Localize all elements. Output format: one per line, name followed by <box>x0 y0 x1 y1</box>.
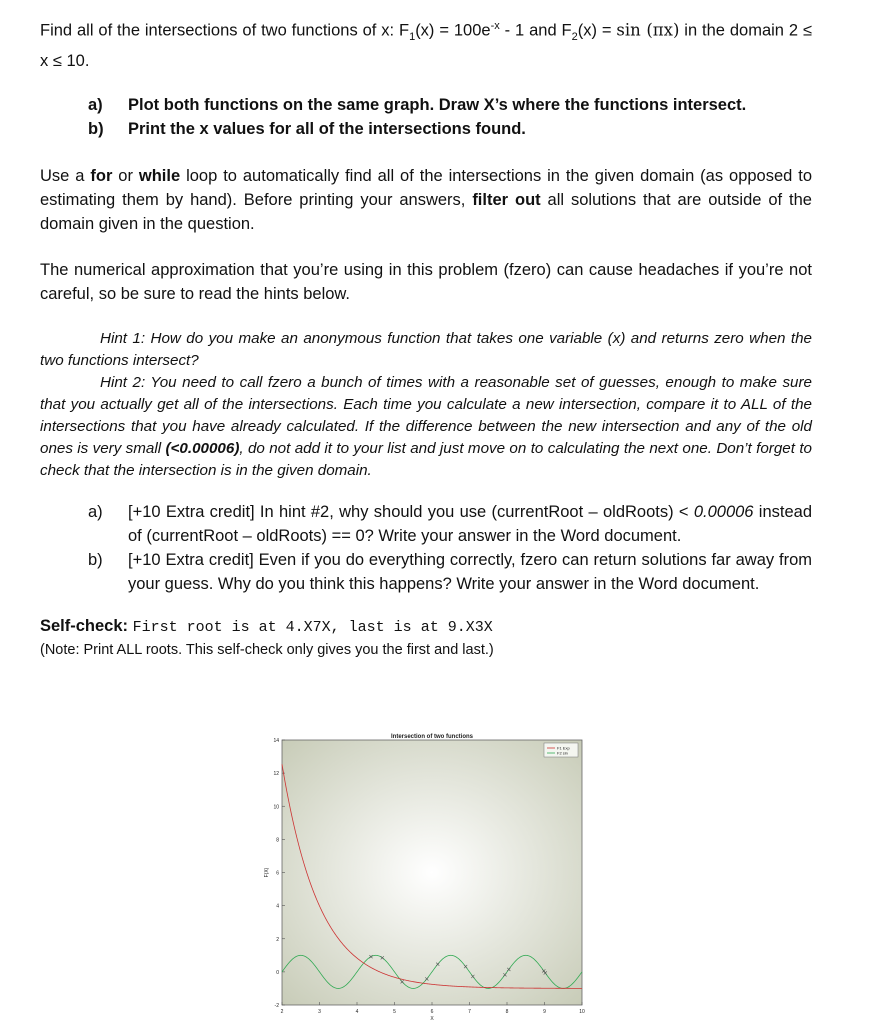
plot-area <box>282 740 582 1005</box>
y-tick-label: 6 <box>276 870 279 877</box>
task-list <box>88 93 812 141</box>
y-tick-label: 4 <box>276 903 279 910</box>
document-page <box>40 14 812 660</box>
hint-2: Hint 2: You need to call fzero a bunch of times with a reasonable set of guesses, enough to make sure that you actually get all of the intersections. Each time you calculate a new intersection, compare it to ALL of the intersections that you have already calculated. If the difference between the new intersection and any of the old ones is very small (<0.00006), do not add it to your list and just move on to calculating the next one. Don’t forget to check that the intersection is in the given domain. <box>40 373 812 479</box>
hints-section <box>40 328 812 482</box>
warning-paragraph: The numerical approximation that you’re using in this problem (fzero) can cause headaches if you’re not careful, so be sure to read the hints below. <box>40 260 812 303</box>
hint-1: Hint 1: How do you make an anonymous function that takes one variable (x) and returns zero when the two functions intersect? <box>40 329 812 369</box>
x-tick-label: 9 <box>543 1009 546 1015</box>
loop-instructions: Use a for or while loop to automatically find all of the intersections in the given domain (as opposed to estimating them by hand). Before printing your answers, filter out all solutions that are outside of the domain given in the question. <box>40 166 813 233</box>
x-tick-label: 6 <box>430 1009 434 1015</box>
y-tick-label: 2 <box>276 936 279 943</box>
list-item: b) [+10 Extra credit] Even if you do everything correctly, fzero can return solutions far away from your guess. Why do you think this happens? Write your answer in the Word document. <box>88 550 812 593</box>
x-tick-label: 2 <box>280 1009 284 1015</box>
x-tick-label: 5 <box>393 1009 396 1015</box>
list-item: b) Print the x values for all of the intersections found. <box>88 119 526 138</box>
y-tick-label: 14 <box>273 738 279 744</box>
chart-title: Intersection of two functions <box>391 734 473 740</box>
x-tick-label: 10 <box>579 1009 585 1015</box>
legend-entry: F2 sin <box>557 750 568 756</box>
legend-entry: F1 Exp <box>557 745 570 751</box>
x-tick-label: 4 <box>355 1009 359 1015</box>
extra-credit-list <box>88 500 812 596</box>
self-check: Self-check: First root is at 4.X7X, last is at 9.X3X (Note: Print ALL roots. This self-check only gives you the first and last.) <box>40 616 494 658</box>
list-item: a) Plot both functions on the same graph. Draw X’s where the functions intersect. <box>88 95 747 114</box>
y-tick-label: 10 <box>273 804 279 811</box>
x-tick-label: 7 <box>468 1009 471 1015</box>
y-tick-label: 0 <box>276 969 279 976</box>
chart-svg <box>256 730 596 1020</box>
y-tick-label: -2 <box>274 1003 279 1009</box>
x-tick-label: 8 <box>505 1009 509 1015</box>
intersection-chart <box>256 730 596 1020</box>
problem-statement: Find all of the intersections of two functions of x: $F_1(x) = 100e^{-x} - 1$ and $F_2(x) = \sin (\pi x)$ in the domain 2 ≤ x ≤ 10. <box>40 20 813 70</box>
y-tick-label: 8 <box>276 837 279 844</box>
x-tick-label: 3 <box>318 1009 321 1015</box>
y-tick-label: 12 <box>273 771 279 778</box>
y-axis-label: F(X) <box>264 867 270 878</box>
x-axis-label: X <box>430 1016 434 1020</box>
list-item: a) [+10 Extra credit] In hint #2, why should you use (currentRoot – oldRoots) < 0.00006 instead of (currentRoot – oldRoots) == 0? Write your answer in the Word document. <box>88 502 813 545</box>
